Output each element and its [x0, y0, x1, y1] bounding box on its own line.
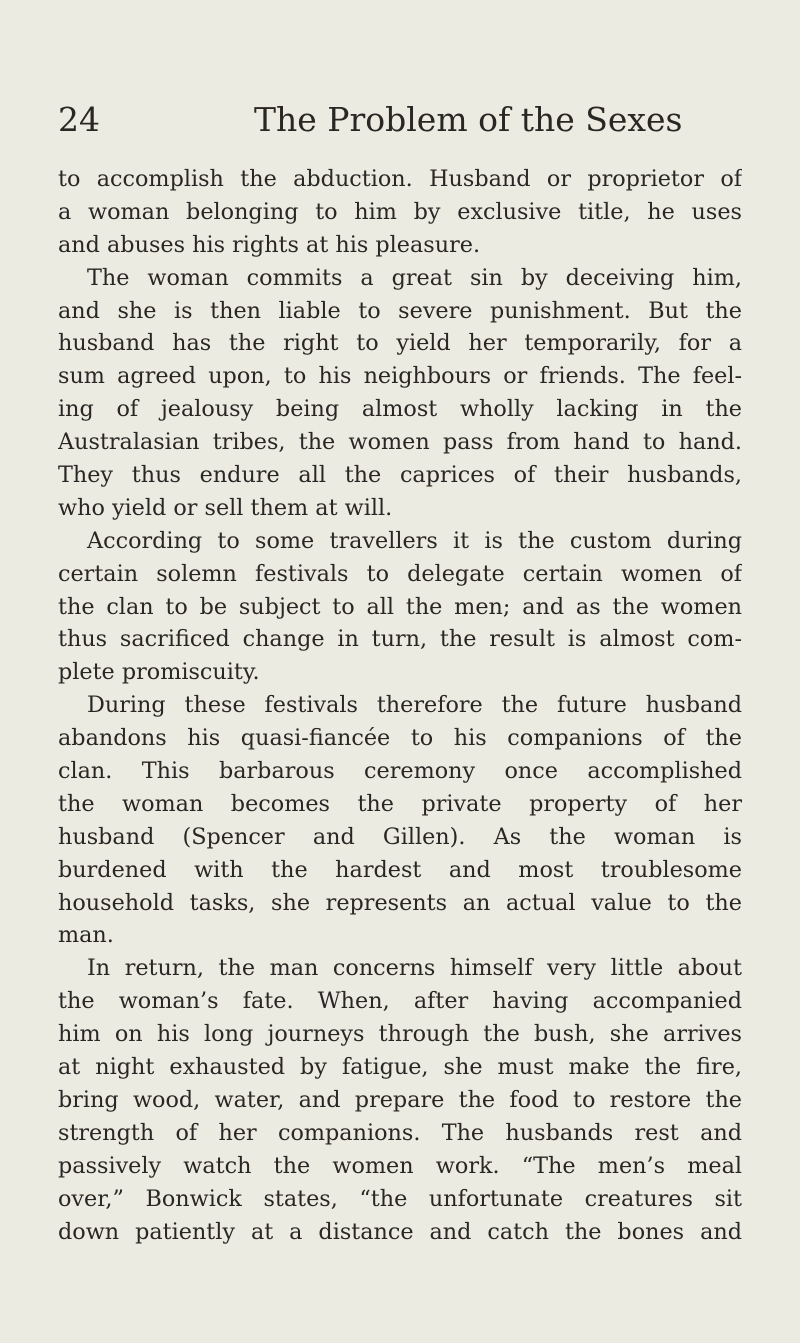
- text-line: down patiently at a distance and catch the bones and: [58, 1218, 742, 1245]
- text-line: certain solemn festivals to delegate certain women of: [58, 560, 742, 587]
- running-head: [58, 96, 738, 144]
- text-line: to accomplish the abduction. Husband or proprietor of: [58, 166, 742, 192]
- text-line: him on his long journeys through the bush, she arrives: [58, 1021, 742, 1048]
- text-line: passively watch the women work. “The men’s meal: [58, 1152, 742, 1179]
- text-line: The woman commits a great sin by deceiving him,: [87, 264, 742, 291]
- body-text: [58, 163, 742, 1248]
- running-title: The Problem of the Sexes: [254, 100, 683, 139]
- text-line: Australasian tribes, the women pass from hand to hand.: [58, 429, 742, 456]
- text-line: the woman’s fate. When, after having accompanied: [58, 988, 742, 1015]
- text-line: the woman becomes the private property of her: [58, 790, 742, 817]
- text-line: During these festivals therefore the future husband: [87, 692, 742, 719]
- page-number: 24: [58, 100, 100, 139]
- text-line: and she is then liable to severe punishment. But the: [58, 297, 742, 324]
- text-line: They thus endure all the caprices of their husbands,: [58, 462, 742, 489]
- text-line: man.: [58, 922, 114, 949]
- text-line: husband has the right to yield her temporarily, for a: [58, 330, 742, 357]
- text-line: a woman belonging to him by exclusive title, he uses: [58, 198, 742, 225]
- text-line: at night exhausted by fatigue, she must make the fire,: [58, 1054, 742, 1081]
- text-line: strength of her companions. The husbands rest and: [58, 1119, 742, 1146]
- text-line: thus sacrificed change in turn, the result is almost com-: [58, 626, 742, 653]
- text-line: over,” Bonwick states, “the unfortunate creatures sit: [58, 1185, 742, 1212]
- text-line: who yield or sell them at will.: [58, 494, 393, 521]
- text-line: bring wood, water, and prepare the food to restore the: [58, 1086, 742, 1113]
- text-line: According to some travellers it is the custom during: [87, 527, 742, 554]
- text-line: household tasks, she represents an actual value to the: [58, 889, 742, 916]
- text-line: clan. This barbarous ceremony once accomplished: [58, 758, 742, 785]
- text-line: husband (Spencer and Gillen). As the woman is: [58, 823, 742, 850]
- text-line: plete promiscuity.: [58, 659, 260, 686]
- text-line: the clan to be subject to all the men; and as the women: [58, 593, 742, 620]
- text-line: In return, the man concerns himself very little about: [87, 955, 742, 982]
- text-line: abandons his quasi-fiancée to his companions of the: [58, 725, 742, 752]
- text-line: and abuses his rights at his pleasure.: [58, 231, 481, 258]
- text-line: sum agreed upon, to his neighbours or friends. The feel-: [58, 363, 742, 390]
- text-line: ing of jealousy being almost wholly lacking in the: [58, 396, 742, 423]
- text-line: burdened with the hardest and most troublesome: [58, 856, 742, 883]
